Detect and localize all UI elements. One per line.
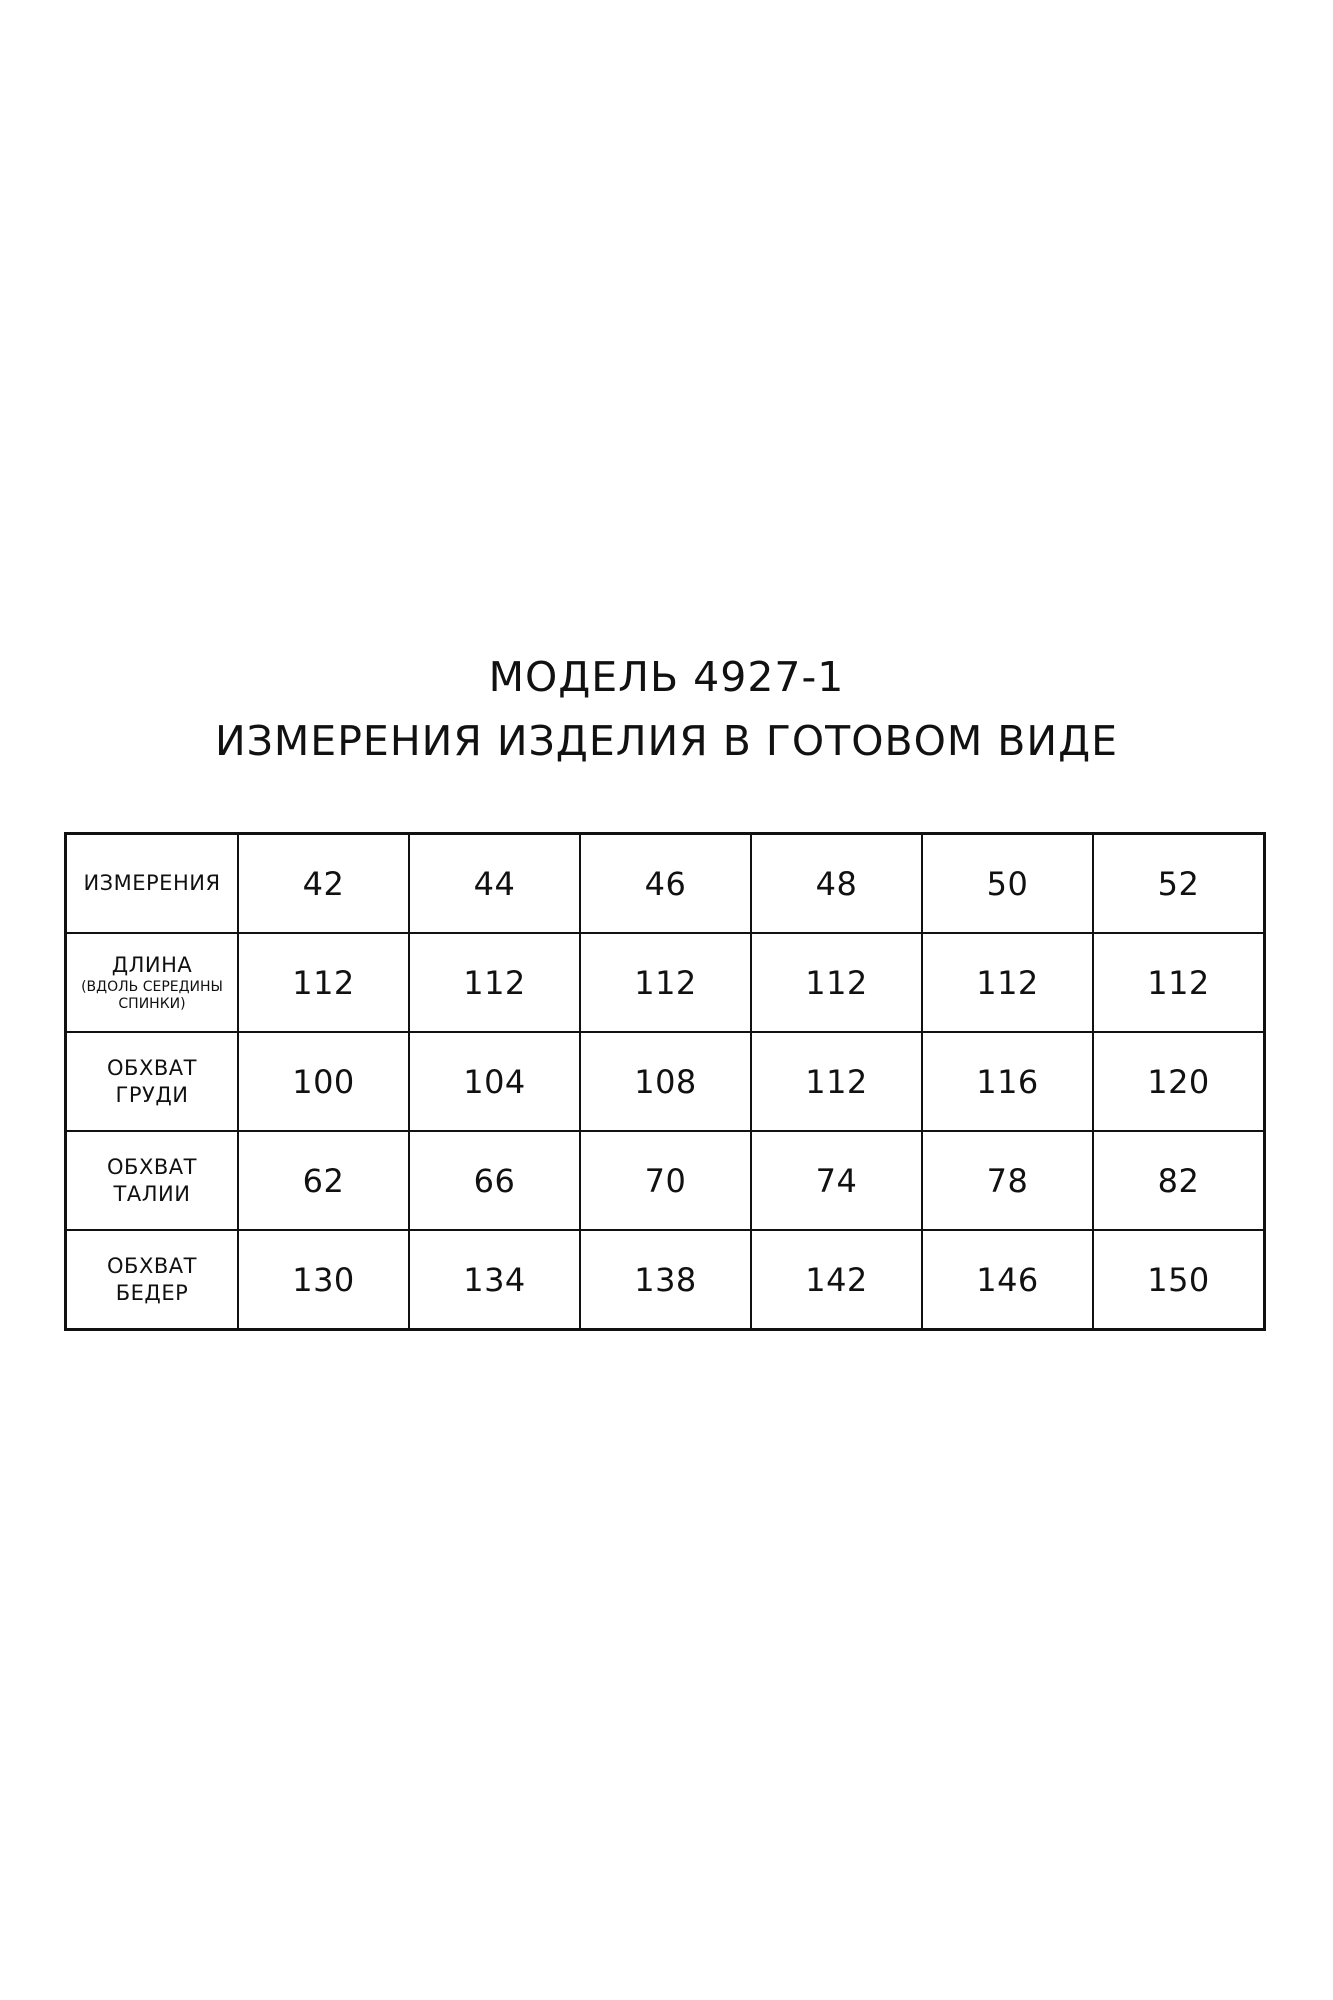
measurement-value: 116 xyxy=(922,1032,1093,1131)
table-row-hips xyxy=(66,1230,1265,1330)
measurement-value: 146 xyxy=(922,1230,1093,1330)
size-header-cell: 44 xyxy=(409,834,580,934)
row-label-cell xyxy=(66,1032,239,1131)
measurement-value: 100 xyxy=(238,1032,409,1131)
measurement-value: 120 xyxy=(1093,1032,1265,1131)
row-label-cell xyxy=(66,1131,239,1230)
measurement-value: 108 xyxy=(580,1032,751,1131)
measurement-value: 62 xyxy=(238,1131,409,1230)
page-title xyxy=(0,652,1333,766)
measurement-value: 78 xyxy=(922,1131,1093,1230)
row-label-cell xyxy=(66,1230,239,1330)
header-label-cell xyxy=(66,834,239,934)
row-label: ГРУДИ xyxy=(115,1082,189,1107)
row-label: ОБХВАТ xyxy=(107,1154,197,1179)
row-label: БЕДЕР xyxy=(115,1280,189,1305)
measurement-value: 112 xyxy=(922,933,1093,1032)
model-title: МОДЕЛЬ 4927-1 xyxy=(488,653,845,701)
size-header-cell: 46 xyxy=(580,834,751,934)
measurement-value: 112 xyxy=(238,933,409,1032)
measurement-value: 112 xyxy=(751,933,922,1032)
measurement-value: 112 xyxy=(580,933,751,1032)
size-header-cell: 42 xyxy=(238,834,409,934)
measurement-value: 134 xyxy=(409,1230,580,1330)
row-label-cell xyxy=(66,933,239,1032)
measurement-value: 112 xyxy=(409,933,580,1032)
row-label: ОБХВАТ xyxy=(107,1253,197,1278)
row-label: ОБХВАТ xyxy=(107,1055,197,1080)
measurement-value: 112 xyxy=(1093,933,1265,1032)
table-row-chest xyxy=(66,1032,1265,1131)
measurement-value: 150 xyxy=(1093,1230,1265,1330)
row-label-note: СПИНКИ) xyxy=(118,996,186,1012)
measurement-value: 74 xyxy=(751,1131,922,1230)
measurement-value: 66 xyxy=(409,1131,580,1230)
size-header-cell: 50 xyxy=(922,834,1093,934)
table-header-row xyxy=(66,834,1265,934)
row-label: ДЛИНА xyxy=(111,953,193,977)
size-header-cell: 52 xyxy=(1093,834,1265,934)
measurement-value: 104 xyxy=(409,1032,580,1131)
table-row-length xyxy=(66,933,1265,1032)
measurement-value: 70 xyxy=(580,1131,751,1230)
row-label: ТАЛИИ xyxy=(113,1181,191,1206)
size-header-cell: 48 xyxy=(751,834,922,934)
row-label-note: (ВДОЛЬ СЕРЕДИНЫ xyxy=(81,979,223,995)
header-label: ИЗМЕРЕНИЯ xyxy=(83,871,221,895)
size-chart-table xyxy=(64,832,1266,1331)
measurements-subtitle: ИЗМЕРЕНИЯ ИЗДЕЛИЯ В ГОТОВОМ ВИДЕ xyxy=(214,717,1119,765)
measurement-value: 82 xyxy=(1093,1131,1265,1230)
measurement-value: 138 xyxy=(580,1230,751,1330)
measurement-value: 142 xyxy=(751,1230,922,1330)
measurement-value: 112 xyxy=(751,1032,922,1131)
table-row-waist xyxy=(66,1131,1265,1230)
measurement-value: 130 xyxy=(238,1230,409,1330)
